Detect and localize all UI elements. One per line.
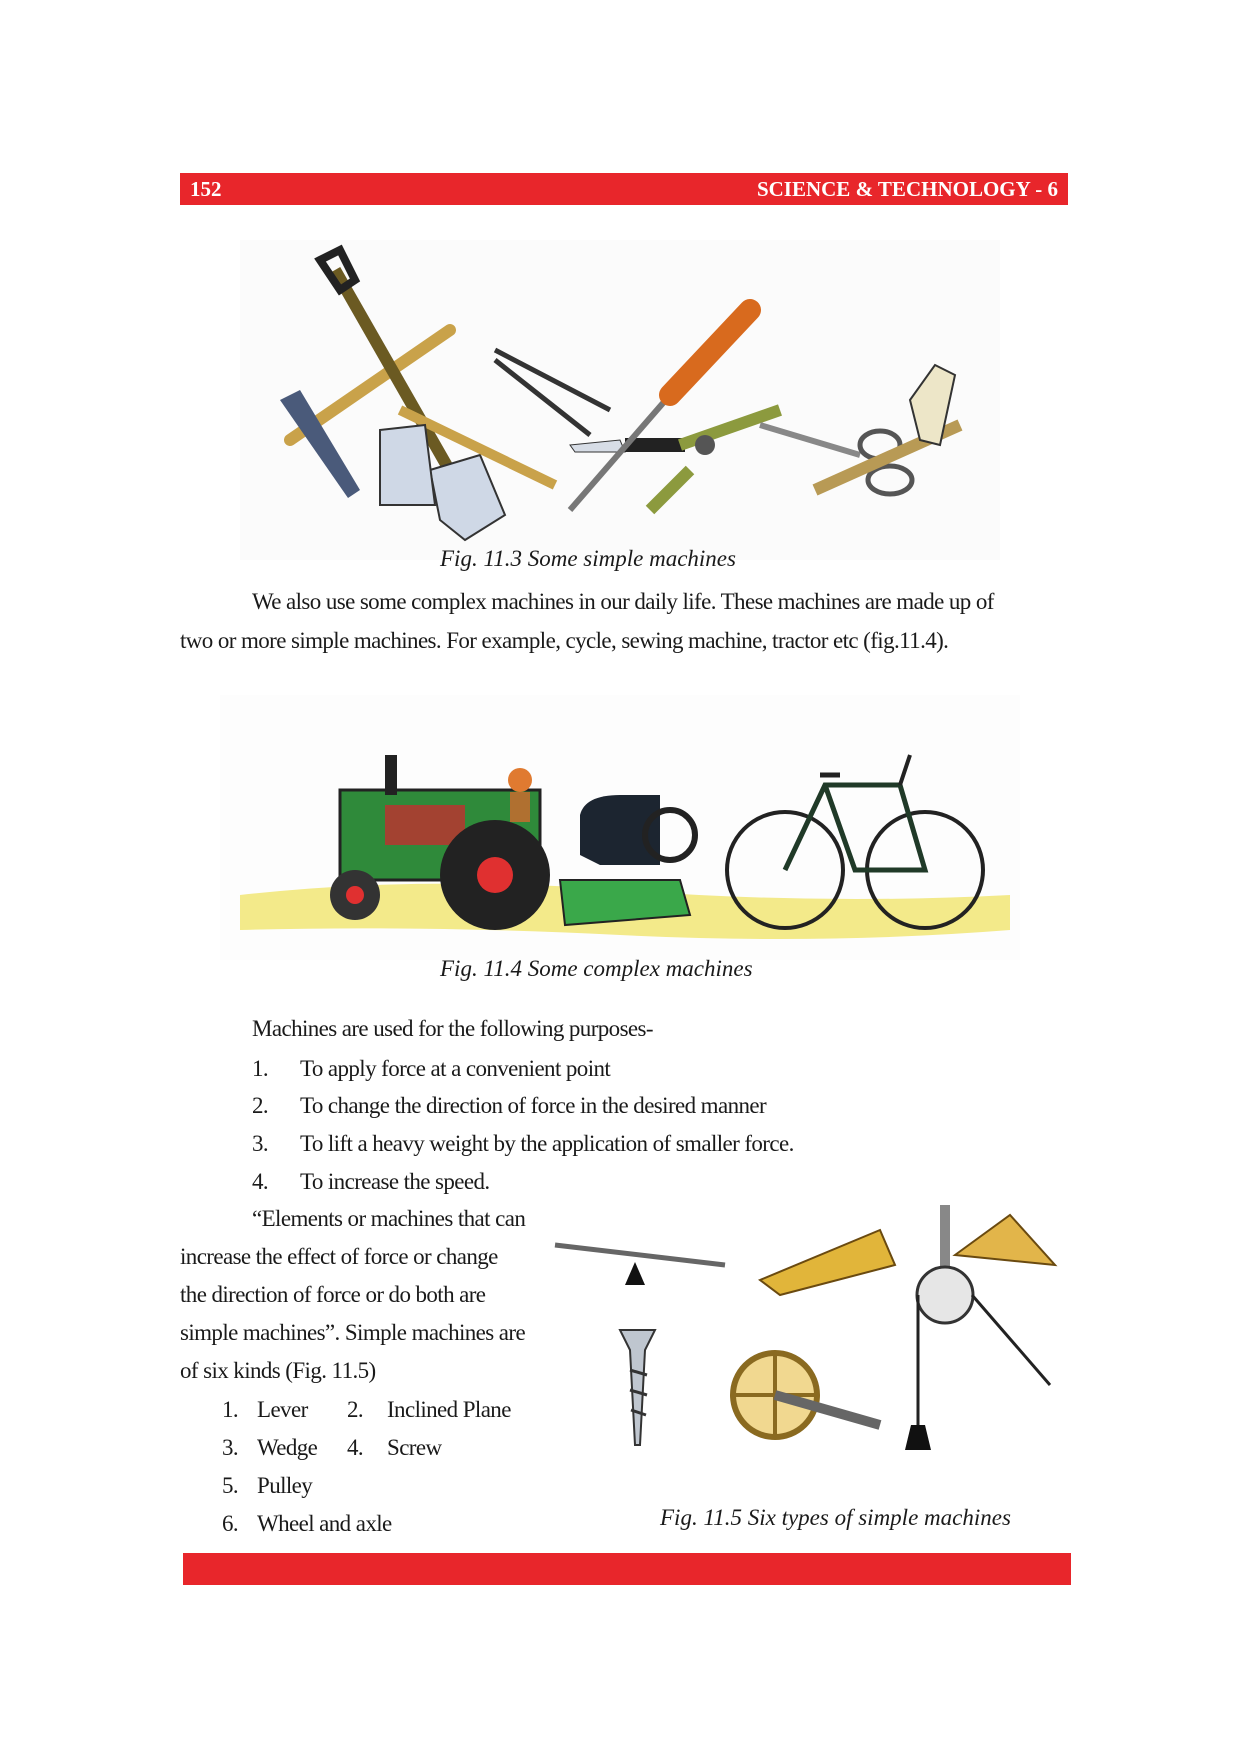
purpose-text: To apply force at a convenient point <box>300 1056 611 1081</box>
intro-paragraph-line1: We also use some complex machines in our daily life. These machines are made up of <box>252 589 994 614</box>
definition-line-4: simple machines”. Simple machines are <box>180 1320 526 1345</box>
item-num: 4. <box>347 1435 364 1460</box>
page-footer-bar <box>183 1553 1071 1585</box>
item-num: 5. <box>222 1473 239 1498</box>
simple-machine-row-1 <box>222 1397 511 1423</box>
item-text: Screw <box>387 1435 442 1460</box>
item-text: Wedge <box>257 1435 318 1460</box>
item-num: 1. <box>222 1397 239 1422</box>
simple-machines-illustration <box>240 240 1000 560</box>
definition-line-1: “Elements or machines that can <box>252 1206 526 1231</box>
purpose-item-2 <box>252 1093 766 1119</box>
item-text: Lever <box>257 1397 308 1422</box>
book-title: SCIENCE & TECHNOLOGY - 6 <box>756 176 1058 201</box>
page-header-bar <box>180 173 1068 205</box>
purpose-item-4 <box>252 1169 490 1195</box>
purpose-item-1 <box>252 1056 610 1082</box>
intro-paragraph-line2: two or more simple machines. For example, cycle, sewing machine, tractor etc (fig.11.4). <box>180 628 949 653</box>
simple-machine-row-4 <box>222 1511 392 1537</box>
item-text: Pulley <box>257 1473 313 1498</box>
purpose-text: To increase the speed. <box>300 1169 490 1194</box>
item-num: 2. <box>347 1397 364 1422</box>
item-text: Wheel and axle <box>257 1511 392 1536</box>
simple-machine-row-3 <box>222 1473 312 1499</box>
fig-11-3-caption: Fig. 11.3 Some simple machines <box>440 546 736 571</box>
fig-11-5-caption: Fig. 11.5 Six types of simple machines <box>660 1505 1011 1530</box>
definition-line-2: increase the effect of force or change <box>180 1244 498 1269</box>
simple-machine-row-2 <box>222 1435 441 1461</box>
purpose-num: 3. <box>252 1131 269 1156</box>
page-number: 152 <box>190 176 222 201</box>
purpose-text: To lift a heavy weight by the application of smaller force. <box>300 1131 794 1156</box>
six-simple-machines-illustration <box>545 1200 1070 1485</box>
item-num: 3. <box>222 1435 239 1460</box>
purpose-num: 2. <box>252 1093 269 1118</box>
item-num: 6. <box>222 1511 239 1536</box>
complex-machines-illustration <box>220 695 1020 960</box>
definition-line-5: of six kinds (Fig. 11.5) <box>180 1358 376 1383</box>
definition-line-3: the direction of force or do both are <box>180 1282 486 1307</box>
item-text: Inclined Plane <box>387 1397 511 1422</box>
purposes-heading: Machines are used for the following purposes- <box>252 1016 653 1041</box>
purpose-text: To change the direction of force in the desired manner <box>300 1093 767 1118</box>
fig-11-4-caption: Fig. 11.4 Some complex machines <box>440 956 753 981</box>
purpose-num: 1. <box>252 1056 269 1081</box>
purpose-num: 4. <box>252 1169 269 1194</box>
purpose-item-3 <box>252 1131 794 1157</box>
